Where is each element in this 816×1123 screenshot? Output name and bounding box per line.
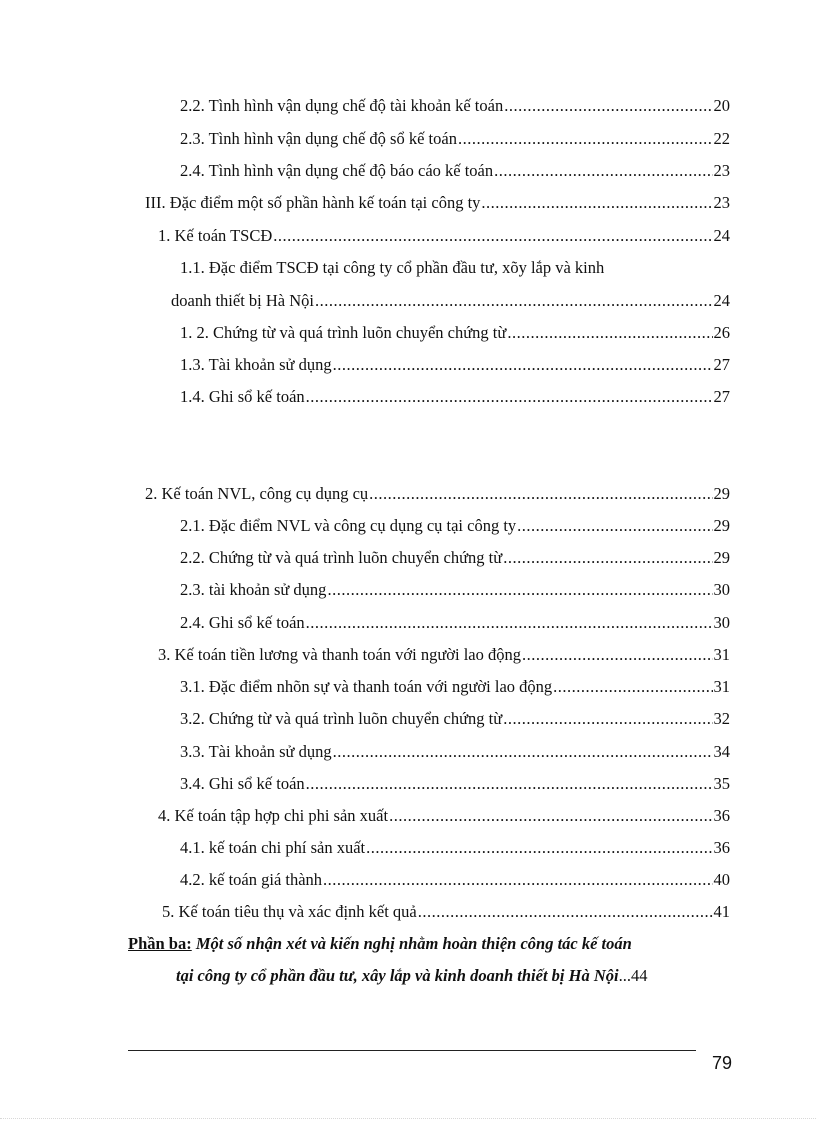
toc-entry <box>180 514 730 538</box>
toc-entry-label: III. Đặc điểm một số phần hành kế toán tại công ty <box>145 193 481 212</box>
dot-leader <box>306 772 713 796</box>
toc-entry-page: 24 <box>713 291 730 310</box>
toc-entry-label: 2.1. Đặc điểm NVL và công cụ dụng cụ tại công ty <box>180 516 517 535</box>
toc-entry-page: 23 <box>713 161 730 180</box>
toc-entry-label: 2.4. Tình hình vận dụng chế độ báo cáo kế toán <box>180 161 494 180</box>
toc-entry-label: 3.2. Chứng từ và quá trình luõn chuyển chứng từ <box>180 709 503 728</box>
dot-leader <box>306 385 713 409</box>
toc-entry-page: 36 <box>713 806 730 825</box>
toc-entry-label: 4. Kế toán tập hợp chi phi sản xuất <box>158 806 389 825</box>
toc-entry <box>180 321 730 345</box>
toc-entry-page: 30 <box>713 580 730 599</box>
toc-entry-label: 2. Kế toán NVL, công cụ dụng cụ <box>145 484 369 503</box>
toc-entry-label: 1. 2. Chứng từ và quá trình luõn chuyển chứng từ <box>180 323 507 342</box>
dot-leader <box>306 611 713 635</box>
toc-entry-page: 31 <box>713 645 730 664</box>
toc-entry-page: 34 <box>713 742 730 761</box>
toc-entry-wrapped-line: 1.1. Đặc điểm TSCĐ tại công ty cổ phần đầu tư, xõy lắp và kinh <box>180 258 605 277</box>
toc-entry-page: 27 <box>713 387 730 406</box>
dot-leader <box>323 868 712 892</box>
dot-leader <box>504 94 712 118</box>
toc-entry-page: 26 <box>713 323 730 342</box>
toc-entry-label: 3.4. Ghi sổ kế toán <box>180 774 305 793</box>
toc-entry-label: 5. Kế toán tiêu thụ và xác định kết quả <box>162 902 417 921</box>
page-number: 79 <box>712 1053 733 1073</box>
toc-entry <box>145 191 730 215</box>
toc-entry <box>158 643 730 667</box>
part-three-page: 44 <box>630 966 648 985</box>
toc-entry <box>180 740 730 764</box>
toc-entry-page: 30 <box>713 613 730 632</box>
part-three-line-2 <box>176 963 647 989</box>
dot-leader <box>369 482 712 506</box>
toc-entry <box>180 353 730 377</box>
toc-entry <box>180 772 730 796</box>
dot-leader <box>315 289 713 313</box>
dot-leader <box>481 191 712 215</box>
toc-entry <box>162 900 730 924</box>
footer-rule <box>128 1050 696 1051</box>
toc-entry <box>180 94 730 118</box>
dot-leader <box>517 514 712 538</box>
toc-entry-label: 3.1. Đặc điểm nhõn sự và thanh toán với người lao động <box>180 677 553 696</box>
toc-entry-page: 36 <box>713 838 730 857</box>
toc-entry <box>180 127 730 151</box>
toc-entry-page: 40 <box>713 870 730 889</box>
toc-entry <box>180 578 730 602</box>
dot-leader <box>327 578 712 602</box>
toc-entry <box>180 385 730 409</box>
toc-entry-label: 3.3. Tài khoản sử dụng <box>180 742 332 761</box>
toc-entry <box>180 546 730 570</box>
part-three-line-1 <box>128 931 632 957</box>
toc-entry <box>158 224 730 248</box>
toc-entry <box>180 159 730 183</box>
toc-entry-page: 41 <box>713 902 730 921</box>
toc-entry <box>180 611 730 635</box>
dot-leader <box>389 804 712 828</box>
toc-entry-page: 32 <box>713 709 730 728</box>
dot-leader <box>273 224 712 248</box>
toc-entry-label: 2.3. Tình hình vận dụng chế độ sổ kế toán <box>180 129 457 148</box>
dot-leader <box>333 740 713 764</box>
dot-leader <box>494 159 712 183</box>
dot-leader <box>458 127 713 151</box>
part-three-title-line-2: tại công ty cổ phần đầu tư, xây lắp và kinh doanh thiết bị Hà Nội <box>176 966 619 985</box>
toc-entry-page: 20 <box>713 96 730 115</box>
toc-entry <box>171 289 730 313</box>
toc-entry-label: 1. Kế toán TSCĐ <box>158 226 273 245</box>
dot-leader <box>553 675 712 699</box>
toc-entry-label: 2.4. Ghi sổ kế toán <box>180 613 305 632</box>
dot-leader <box>418 900 713 924</box>
toc-entry-label: 3. Kế toán tiền lương và thanh toán với người lao động <box>158 645 521 664</box>
toc-entry-label: 4.2. kế toán giá thành <box>180 870 323 889</box>
toc-entry-page: 35 <box>713 774 730 793</box>
dot-leader <box>503 546 712 570</box>
toc-entry-page: 31 <box>713 677 730 696</box>
dot-leader <box>366 836 712 860</box>
toc-entry-label: 1.4. Ghi sổ kế toán <box>180 387 305 406</box>
toc-entry-label: 1.3. Tài khoản sử dụng <box>180 355 332 374</box>
part-three-heading: Phần ba: <box>128 934 192 953</box>
toc-entry <box>158 804 730 828</box>
toc-entry-page: 22 <box>713 129 730 148</box>
toc-entry-page: 29 <box>713 516 730 535</box>
toc-entry <box>180 675 730 699</box>
toc-entry <box>180 707 730 731</box>
toc-entry-label: 2.3. tài khoản sử dụng <box>180 580 327 599</box>
toc-entry <box>180 868 730 892</box>
toc-entry-page: 29 <box>713 548 730 567</box>
toc-entry-label: 2.2. Chứng từ và quá trình luõn chuyển chứng từ <box>180 548 503 567</box>
toc-entry-label: doanh thiết bị Hà Nội <box>171 291 314 310</box>
dot-leader <box>503 707 712 731</box>
toc-entry <box>145 482 730 506</box>
dot-leader <box>333 353 713 377</box>
toc-entry-label: 4.1. kế toán chi phí sản xuất <box>180 838 366 857</box>
toc-entry-page: 27 <box>713 355 730 374</box>
dot-leader: ... <box>618 966 631 985</box>
dot-leader <box>522 643 713 667</box>
part-three-title-line-1: Một số nhận xét và kiến nghị nhằm hoàn thiện công tác kế toán <box>195 934 632 953</box>
toc-entry-page: 23 <box>713 193 730 212</box>
toc-entry <box>180 836 730 860</box>
toc-entry-label: 2.2. Tình hình vận dụng chế độ tài khoản kế toán <box>180 96 504 115</box>
page-bottom-border <box>0 1118 816 1119</box>
toc-entry-page: 29 <box>713 484 730 503</box>
dot-leader <box>507 321 712 345</box>
toc-entry-page: 24 <box>713 226 730 245</box>
